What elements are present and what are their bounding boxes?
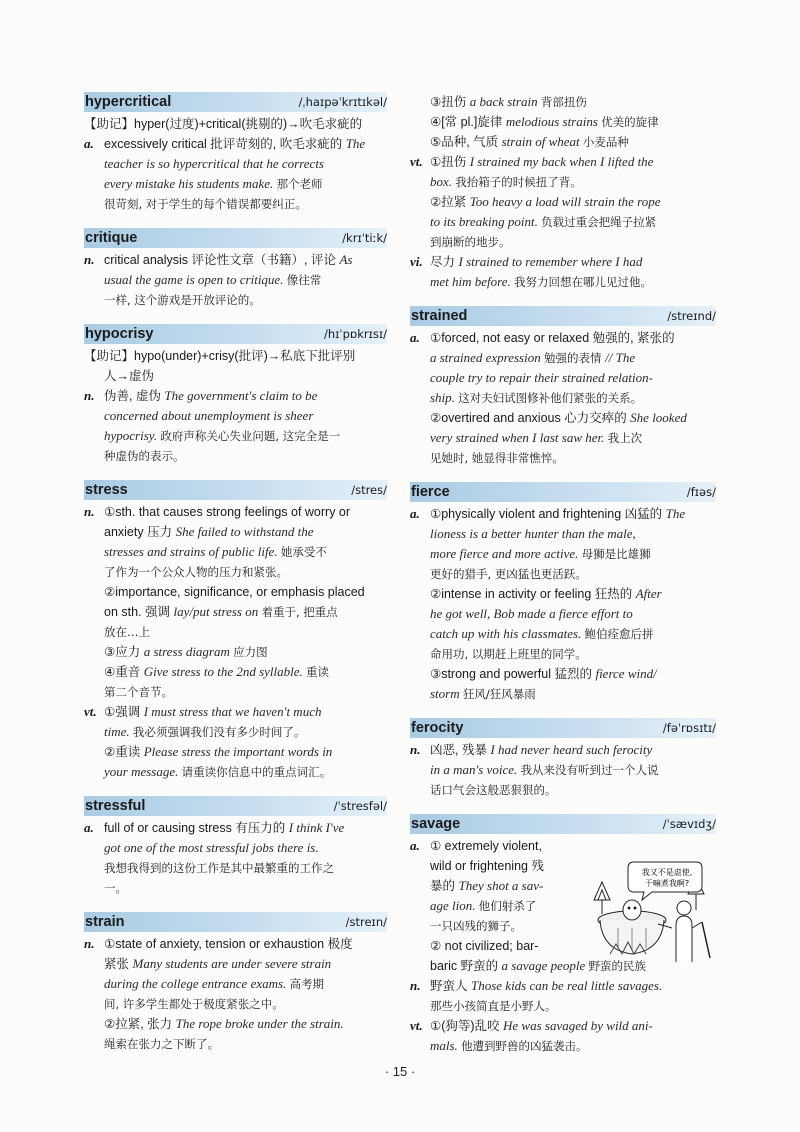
example-text: to its breaking point. [430, 214, 542, 229]
definition-line [410, 916, 606, 936]
definition-text: baric 野蛮的 [430, 959, 502, 973]
headword-bar [410, 814, 716, 834]
speech-bubble-line: 我又不是虐使, [641, 868, 693, 877]
definition-line [84, 974, 387, 994]
translation-text: 我从来没有听到过一个人说 [520, 763, 659, 777]
example-text: // The [605, 350, 636, 365]
entry-strain [84, 912, 387, 1054]
headword-bar [84, 796, 387, 816]
definition-line [410, 564, 716, 584]
definition-text: ③扭伤 [430, 95, 470, 109]
headword: strain [85, 914, 125, 930]
example-text: ship. [430, 390, 459, 405]
translation-text: 野蛮的民族 [588, 959, 647, 973]
definition-line [410, 896, 606, 916]
definition-text: ①forced, not easy or relaxed 勉强的, 紧张的 [430, 331, 675, 345]
phonetic: /streɪnd/ [667, 309, 716, 323]
headword: ferocity [411, 720, 464, 736]
phonetic: /fɪəs/ [686, 485, 716, 499]
part-of-speech: n. [410, 742, 421, 757]
definition-line [84, 194, 387, 214]
example-text: After [635, 586, 662, 601]
definition-line [84, 174, 387, 194]
example-text: met him before. [430, 274, 514, 289]
translation-text: 一样, 这个游戏是开放评论的。 [104, 293, 261, 307]
definition-line [410, 1016, 716, 1036]
translation-text: 她承受不 [280, 545, 327, 559]
headword-bar [84, 324, 387, 344]
translation-text: 优美的旋律 [601, 115, 659, 129]
translation-text: 重读 [306, 665, 330, 679]
part-of-speech: a. [410, 838, 420, 853]
example-text: a stress diagram [143, 644, 234, 659]
definition-line [84, 954, 387, 974]
definition-line [84, 602, 387, 622]
translation-text: 很苛刻, 对于学生的每个错误都要纠正。 [104, 197, 307, 211]
example-text: I think I've [288, 820, 345, 835]
part-of-speech: n. [84, 936, 95, 951]
definition-line [84, 762, 387, 782]
example-text: The [665, 506, 686, 521]
example-text: strain of wheat [501, 134, 583, 149]
entry-hypocrisy [84, 324, 387, 466]
definition-line [410, 836, 606, 856]
definition-line [410, 448, 716, 468]
definition-text: ④重音 [104, 665, 144, 679]
example-text: more fierce and more active. [430, 546, 582, 561]
part-of-speech: n. [84, 504, 95, 519]
definition-line [410, 504, 716, 524]
definition-text: ②拉紧 [430, 195, 470, 209]
definition-line [410, 604, 716, 624]
definition-line [84, 662, 387, 682]
speech-bubble-line: 干嘛煮我啊? [644, 879, 690, 888]
mnemonic-text: hypo(under)+crisy(批评)→私底下批评别 [134, 349, 356, 363]
part-of-speech: vt. [410, 1018, 423, 1033]
example-text: Please stress the important words in [143, 744, 333, 759]
entry-strained [410, 306, 716, 468]
definition-text: ②intense in activity or feeling 狂热的 [430, 587, 636, 601]
definition-text: ① extremely violent, [430, 839, 542, 853]
translation-text: 高考期 [289, 977, 325, 991]
translation-text: 放在…上 [104, 625, 150, 639]
definition-line [410, 348, 716, 368]
example-text: catch up with his classmates. [430, 626, 585, 641]
definition-line [410, 644, 716, 664]
translation-text: 他们射杀了 [478, 899, 537, 913]
definition-line [84, 446, 387, 466]
example-text: The rope broke under the strain. [175, 1016, 344, 1031]
example-text: storm [430, 686, 463, 701]
definition-line [410, 996, 716, 1016]
translation-text: 他遭到野兽的凶猛袭击。 [461, 1039, 588, 1053]
phonetic: /fəˈrɒsɪtɪ/ [662, 721, 716, 735]
example-text: usual the game is open to critique. [104, 272, 287, 287]
left-column [84, 92, 387, 1068]
example-text: age lion. [430, 898, 479, 913]
example-text: very strained when I last saw her. [430, 430, 608, 445]
example-text: your message. [104, 764, 182, 779]
definition-text: ①physically violent and frightening 凶猛的 [430, 507, 666, 521]
definition-line [84, 386, 387, 406]
definition-text: ②拉紧, 张力 [104, 1017, 176, 1031]
entry-stressful [84, 796, 387, 898]
example-text: a strained expression [430, 350, 544, 365]
definition-text: critical analysis 评论性文章（书籍）, 评论 [104, 253, 340, 267]
translation-text: 这对夫妇试图修补他们紧张的关系。 [458, 391, 643, 405]
definition-line [84, 582, 387, 602]
definition-line [84, 858, 387, 878]
definition-line [410, 152, 716, 172]
headword: fierce [411, 484, 450, 500]
translation-text: 母狮是比雄狮 [581, 547, 651, 561]
translation-text: 一只凶残的狮子。 [430, 919, 522, 933]
definition-line [84, 346, 387, 366]
example-text: in a man's voice. [430, 762, 521, 777]
definition-line [410, 780, 716, 800]
mnemonic-tag: 【助记】 [84, 117, 135, 131]
example-text: He was savaged by wild ani- [503, 1018, 653, 1033]
example-text: got one of the most stressful jobs there is. [104, 840, 319, 855]
entry-stress [84, 480, 387, 782]
translation-text: 那些小孩简直是小野人。 [430, 999, 557, 1013]
example-text: The government's claim to be [164, 388, 318, 403]
definition-text: ①state of anxiety, tension or exhaustion 极度 [104, 937, 353, 951]
example-text: time. [104, 724, 133, 739]
definition-text: full of or causing stress 有压力的 [104, 821, 289, 835]
page-number: · 15 · [384, 1064, 416, 1079]
definition-text: ⑤品种, 气质 [430, 135, 502, 149]
example-text: teacher is so hypercritical that he corrects [104, 156, 324, 171]
translation-text: 那个老师 [276, 177, 323, 191]
translation-text: 小麦品种 [582, 135, 629, 149]
translation-text: 狂风/狂风暴雨 [462, 687, 536, 701]
example-text: stresses and strains of public life. [104, 544, 281, 559]
mnemonic-text: hyper(过度)+critical(挑剔的)→吹毛求疵的 [134, 117, 363, 131]
translation-text: 间, 许多学生都处于极度紧张之中。 [104, 997, 284, 1011]
translation-text: 我抬箱子的时候扭了背。 [455, 175, 582, 189]
example-text: I had never heard such ferocity [490, 742, 653, 757]
headword-bar [84, 228, 387, 248]
translation-text: 话口气会这般恶狠狠的。 [430, 783, 557, 797]
definition-text: ③strong and powerful 猛烈的 [430, 667, 596, 681]
example-text: concerned about unemployment is sheer [104, 408, 314, 423]
definition-line [84, 1034, 387, 1054]
definition-line [84, 366, 387, 386]
example-text: box. [430, 174, 456, 189]
translation-text: 负载过重会把绳子拉紧 [541, 215, 657, 229]
example-text: I must stress that we haven't much [143, 704, 322, 719]
definition-line [410, 112, 716, 132]
headword: savage [411, 816, 461, 832]
definition-line [410, 328, 716, 348]
translation-text: 鲍伯痊愈后拼 [584, 627, 654, 641]
definition-line [84, 406, 387, 426]
headword: strained [411, 308, 468, 324]
definition-text: ②重读 [104, 745, 144, 759]
example-text: he got well, Bob made a fierce effort to [430, 606, 633, 621]
translation-text: 请重读你信息中的重点词汇。 [181, 765, 332, 779]
definition-line [410, 876, 606, 896]
definition-line [410, 584, 716, 604]
definition-line [410, 272, 716, 292]
savage-body [410, 836, 716, 1056]
definition-text: 尽力 [430, 255, 459, 269]
headword-bar [84, 92, 387, 112]
definition-line [84, 818, 387, 838]
definition-line [410, 428, 716, 448]
definition-text: ②overtired and anxious 心力交瘁的 [430, 411, 631, 425]
example-text: She failed to withstand the [175, 524, 314, 539]
definition-line [84, 934, 387, 954]
definition-line [410, 132, 716, 152]
definition-text: 野蛮人 [430, 979, 471, 993]
phonetic: /stres/ [351, 483, 387, 497]
example-text: As [339, 252, 353, 267]
example-text: mals. [430, 1038, 462, 1053]
definition-text: wild or frightening 残 [430, 859, 544, 873]
definition-text: ④[常 pl.]旋律 [430, 115, 506, 129]
definition-line [84, 878, 387, 898]
headword-bar [410, 306, 716, 326]
phonetic: /ˈstresfəl/ [333, 799, 387, 813]
part-of-speech: n. [84, 388, 95, 403]
definition-line [410, 524, 716, 544]
definition-line [410, 956, 647, 976]
example-text: hypocrisy. [104, 428, 161, 443]
translation-text: 我上次 [607, 431, 643, 445]
entry-critique [84, 228, 387, 310]
example-text: melodious strains [505, 114, 602, 129]
part-of-speech: a. [410, 506, 420, 521]
headword-bar [84, 912, 387, 932]
savage-cartoon-illustration [588, 858, 716, 968]
part-of-speech: vt. [410, 154, 423, 169]
definition-line [84, 154, 387, 174]
definition-line [84, 426, 387, 446]
definition-text: excessively critical 批评苛刻的, 吹毛求疵的 [104, 137, 346, 151]
headword: hypercritical [85, 94, 172, 110]
translation-text: 应力图 [233, 645, 268, 659]
definition-line [84, 838, 387, 858]
translation-text: 命用功, 以期赶上班里的同学。 [430, 647, 587, 661]
example-text: Many students are under severe strain [132, 956, 332, 971]
definition-line [84, 522, 387, 542]
translation-text: 着重于, 把重点 [261, 605, 338, 619]
example-text: The [345, 136, 366, 151]
phonetic: /ˈsævɪdʒ/ [662, 817, 716, 831]
translation-text: 像往常 [286, 273, 322, 287]
definition-line [410, 92, 716, 112]
translation-text: 到崩断的地步。 [430, 235, 511, 249]
part-of-speech: a. [84, 136, 94, 151]
definition-line [410, 760, 716, 780]
definition-line [410, 684, 716, 704]
translation-text: 绳索在张力之下断了。 [104, 1037, 219, 1051]
definition-line [84, 702, 387, 722]
definition-line [84, 542, 387, 562]
definition-line [410, 976, 716, 996]
definition-text: on sth. 强调 [104, 605, 174, 619]
translation-text: 勉强的表情 [543, 351, 606, 365]
definition-line [410, 856, 606, 876]
definition-line [84, 562, 387, 582]
example-text: couple try to repair their strained relation- [430, 370, 653, 385]
example-text: a savage people [501, 958, 589, 973]
part-of-speech: n. [410, 978, 421, 993]
phonetic: /ˌhaɪpəˈkrɪtɪkəl/ [298, 95, 387, 109]
definition-line [84, 1014, 387, 1034]
headword-bar [410, 482, 716, 502]
definition-text: 人→虚伪 [104, 369, 155, 383]
definition-line [410, 232, 716, 252]
example-text: I strained to remember where I had [458, 254, 643, 269]
translation-text: 第二个音节。 [104, 685, 173, 699]
definition-line [84, 270, 387, 290]
definition-text: 伪善, 虚伪 [104, 389, 165, 403]
definition-line [84, 642, 387, 662]
part-of-speech: vt. [84, 704, 97, 719]
translation-text: 我必须强调我们没有多少时间了。 [132, 725, 306, 739]
definition-text: 暴的 [430, 879, 459, 893]
definition-line [410, 544, 716, 564]
translation-text: 政府声称关心失业问题, 这完全是一 [160, 429, 341, 443]
definition-line [84, 114, 387, 134]
entry-continued [410, 92, 716, 292]
definition-line [410, 624, 716, 644]
example-text: Those kids can be real little savages. [470, 978, 663, 993]
part-of-speech: vi. [410, 254, 423, 269]
example-text: lioness is a better hunter than the male, [430, 526, 636, 541]
headword: critique [85, 230, 138, 246]
definition-line [84, 742, 387, 762]
definition-line [84, 622, 387, 642]
definition-line [84, 994, 387, 1014]
translation-text: 背部扭伤 [540, 95, 587, 109]
entry-hypercritical [84, 92, 387, 214]
entry-fierce [410, 482, 716, 704]
definition-text: ①sth. that causes strong feelings of worry or [104, 505, 351, 519]
definition-line [410, 388, 716, 408]
definition-line [84, 502, 387, 522]
example-text: every mistake his students make. [104, 176, 277, 191]
example-text: I strained my back when I lifted the [469, 154, 654, 169]
translation-text: 种虚伪的表示。 [104, 449, 185, 463]
translation-text: 更好的猎手, 更凶猛也更活跃。 [430, 567, 587, 581]
definition-line [84, 250, 387, 270]
translation-text: 见她时, 她显得非常憔悴。 [430, 451, 564, 465]
definition-text: anxiety 压力 [104, 525, 176, 539]
definition-line [410, 664, 716, 684]
example-text: Give stress to the 2nd syllable. [143, 664, 307, 679]
definition-line [84, 682, 387, 702]
definition-line [410, 740, 716, 760]
definition-line [410, 192, 716, 212]
definition-text: 凶恶, 残暴 [430, 743, 491, 757]
example-text: She looked [630, 410, 687, 425]
definition-line [410, 212, 716, 232]
phonetic: /hɪˈpɒkrɪsɪ/ [324, 327, 387, 341]
definition-line [410, 1036, 716, 1056]
definition-line [84, 722, 387, 742]
headword: stressful [85, 798, 146, 814]
definition-text: ①扭伤 [430, 155, 470, 169]
translation-text: 一。 [104, 881, 127, 895]
definition-text: ②importance, significance, or emphasis placed [104, 585, 365, 599]
example-text: during the college entrance exams. [104, 976, 290, 991]
translation-text: 了作为一个公众人物的压力和紧张。 [104, 565, 288, 579]
example-text: Too heavy a load will strain the rope [469, 194, 661, 209]
phonetic: /krɪˈtiːk/ [342, 231, 387, 245]
entry-savage [410, 814, 716, 1056]
definition-text: ③应力 [104, 645, 144, 659]
translation-text: 我努力回想在哪儿见过他。 [514, 275, 652, 289]
example-text: They shot a sav- [458, 878, 544, 893]
headword-bar [410, 718, 716, 738]
headword: hypocrisy [85, 326, 154, 342]
definition-text: ①强调 [104, 705, 144, 719]
definition-line [410, 408, 716, 428]
definition-text: ② not civilized; bar- [430, 939, 539, 953]
definition-line [410, 936, 606, 956]
definition-line [410, 252, 716, 272]
entry-ferocity [410, 718, 716, 800]
right-column [410, 92, 716, 1070]
definition-line [84, 290, 387, 310]
mnemonic-tag: 【助记】 [84, 349, 135, 363]
phonetic: /streɪn/ [345, 915, 387, 929]
definition-text: 紧张 [104, 957, 133, 971]
translation-text: 我想我得到的这份工作是其中最繁重的工作之 [104, 861, 334, 875]
part-of-speech: n. [84, 252, 95, 267]
headword: stress [85, 482, 128, 498]
part-of-speech: a. [410, 330, 420, 345]
example-text: lay/put stress on [173, 604, 262, 619]
headword-bar [84, 480, 387, 500]
definition-line [410, 368, 716, 388]
part-of-speech: a. [84, 820, 94, 835]
example-text: fierce wind/ [595, 666, 657, 681]
definition-text: ①(狗等)乱咬 [430, 1019, 504, 1033]
definition-line [410, 172, 716, 192]
example-text: a back strain [469, 94, 541, 109]
definition-line [84, 134, 387, 154]
